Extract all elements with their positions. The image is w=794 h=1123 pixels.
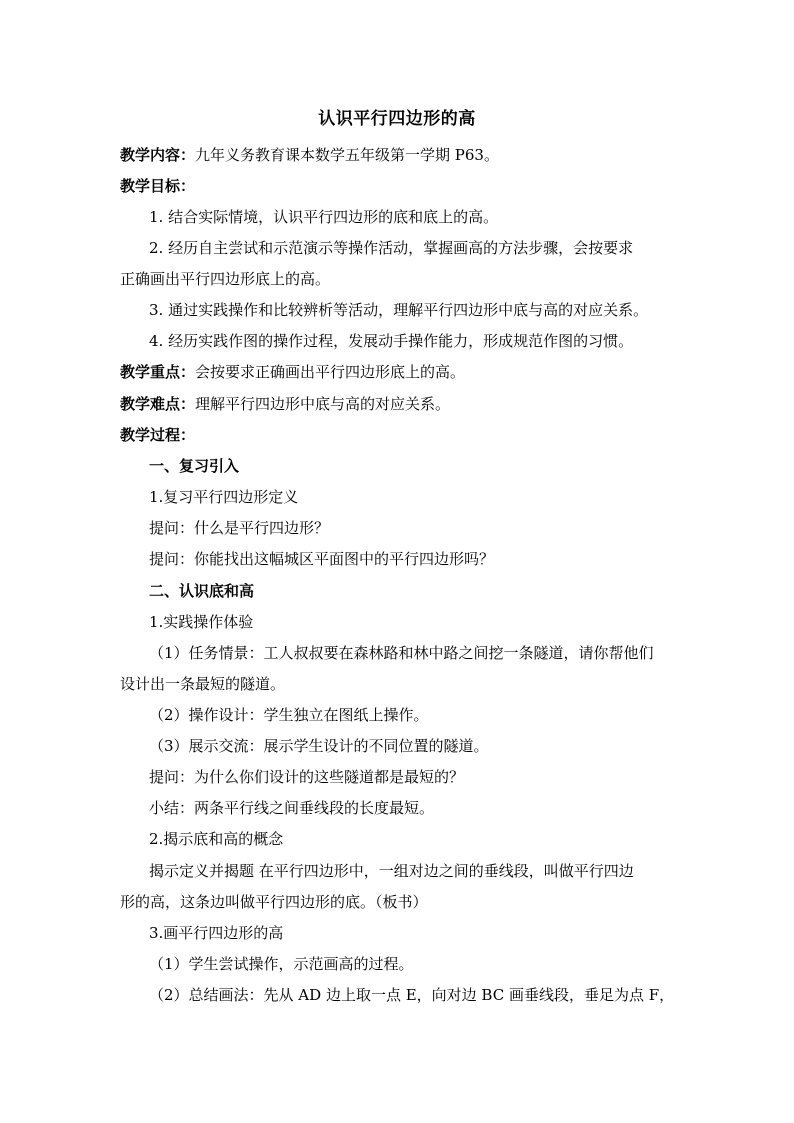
section-2-line-9: 揭示定义并揭题 在平行四边形中，一组对边之间的垂线段，叫做平行四边 bbox=[149, 862, 634, 880]
section-2-line-7: 小结：两条平行线之间垂线段的长度最短。 bbox=[149, 799, 435, 817]
section-2-heading: 二、认识底和高 bbox=[149, 582, 255, 600]
section-2-line-1: 1.实践操作体验 bbox=[149, 613, 254, 631]
key-point-text: 会按要求正确画出平行四边形底上的高。 bbox=[195, 363, 466, 381]
teaching-content-label: 教学内容： bbox=[120, 146, 196, 164]
teaching-content-text: 九年义务教育课本数学五年级第一学期 P63。 bbox=[195, 146, 499, 164]
section-2-line-6: 提问：为什么你们设计的这些隧道都是最短的？ bbox=[149, 768, 465, 786]
section-2-line-4: （2）操作设计：学生独立在图纸上操作。 bbox=[149, 706, 429, 724]
objective-item-2: 2. 经历自主尝试和示范演示等操作活动，掌握画高的方法步骤，会按要求 bbox=[149, 239, 634, 257]
section-1-line-3: 提问：你能找出这幅城区平面图中的平行四边形吗？ bbox=[149, 550, 495, 568]
process-label: 教学过程： bbox=[120, 426, 196, 444]
section-2-line-12: （1）学生尝试操作，示范画高的过程。 bbox=[149, 955, 414, 973]
section-1-heading: 一、复习引入 bbox=[149, 457, 240, 475]
page-title: 认识平行四边形的高 bbox=[318, 109, 476, 129]
teaching-objectives-label: 教学目标： bbox=[120, 177, 196, 195]
section-1-line-2: 提问：什么是平行四边形？ bbox=[149, 519, 330, 537]
difficulty-label: 教学难点： bbox=[120, 395, 196, 413]
difficulty-text: 理解平行四边形中底与高的对应关系。 bbox=[195, 395, 451, 413]
objective-item-1: 1. 结合实际情境，认识平行四边形的底和底上的高。 bbox=[149, 208, 499, 226]
objective-item-4: 4. 经历实践作图的操作过程，发展动手操作能力，形成规范作图的习惯。 bbox=[149, 332, 634, 350]
section-2-line-3: 设计出一条最短的隧道。 bbox=[120, 675, 286, 693]
section-2-line-10: 形的高，这条边叫做平行四边形的底。（板书） bbox=[120, 893, 428, 911]
objective-item-2-continued: 正确画出平行四边形底上的高。 bbox=[120, 270, 331, 288]
section-2-line-5: （3）展示交流：展示学生设计的不同位置的隧道。 bbox=[149, 737, 489, 755]
objective-item-3: 3. 通过实践操作和比较辨析等活动，理解平行四边形中底与高的对应关系。 bbox=[149, 301, 649, 319]
section-1-line-1: 1.复习平行四边形定义 bbox=[149, 488, 299, 506]
difficulty-line bbox=[120, 393, 680, 415]
teaching-content-line bbox=[120, 144, 680, 166]
key-point-line bbox=[120, 361, 680, 383]
key-point-label: 教学重点： bbox=[120, 363, 196, 381]
section-2-line-11: 3.画平行四边形的高 bbox=[149, 924, 284, 942]
section-2-line-13: （2）总结画法：先从 AD 边上取一点 E，向对边 BC 画垂线段，垂足为点 F， bbox=[149, 986, 675, 1004]
section-2-line-8: 2.揭示底和高的概念 bbox=[149, 830, 284, 848]
section-2-line-2: （1）任务情景：工人叔叔要在森林路和林中路之间挖一条隧道，请你帮他们 bbox=[149, 644, 654, 662]
